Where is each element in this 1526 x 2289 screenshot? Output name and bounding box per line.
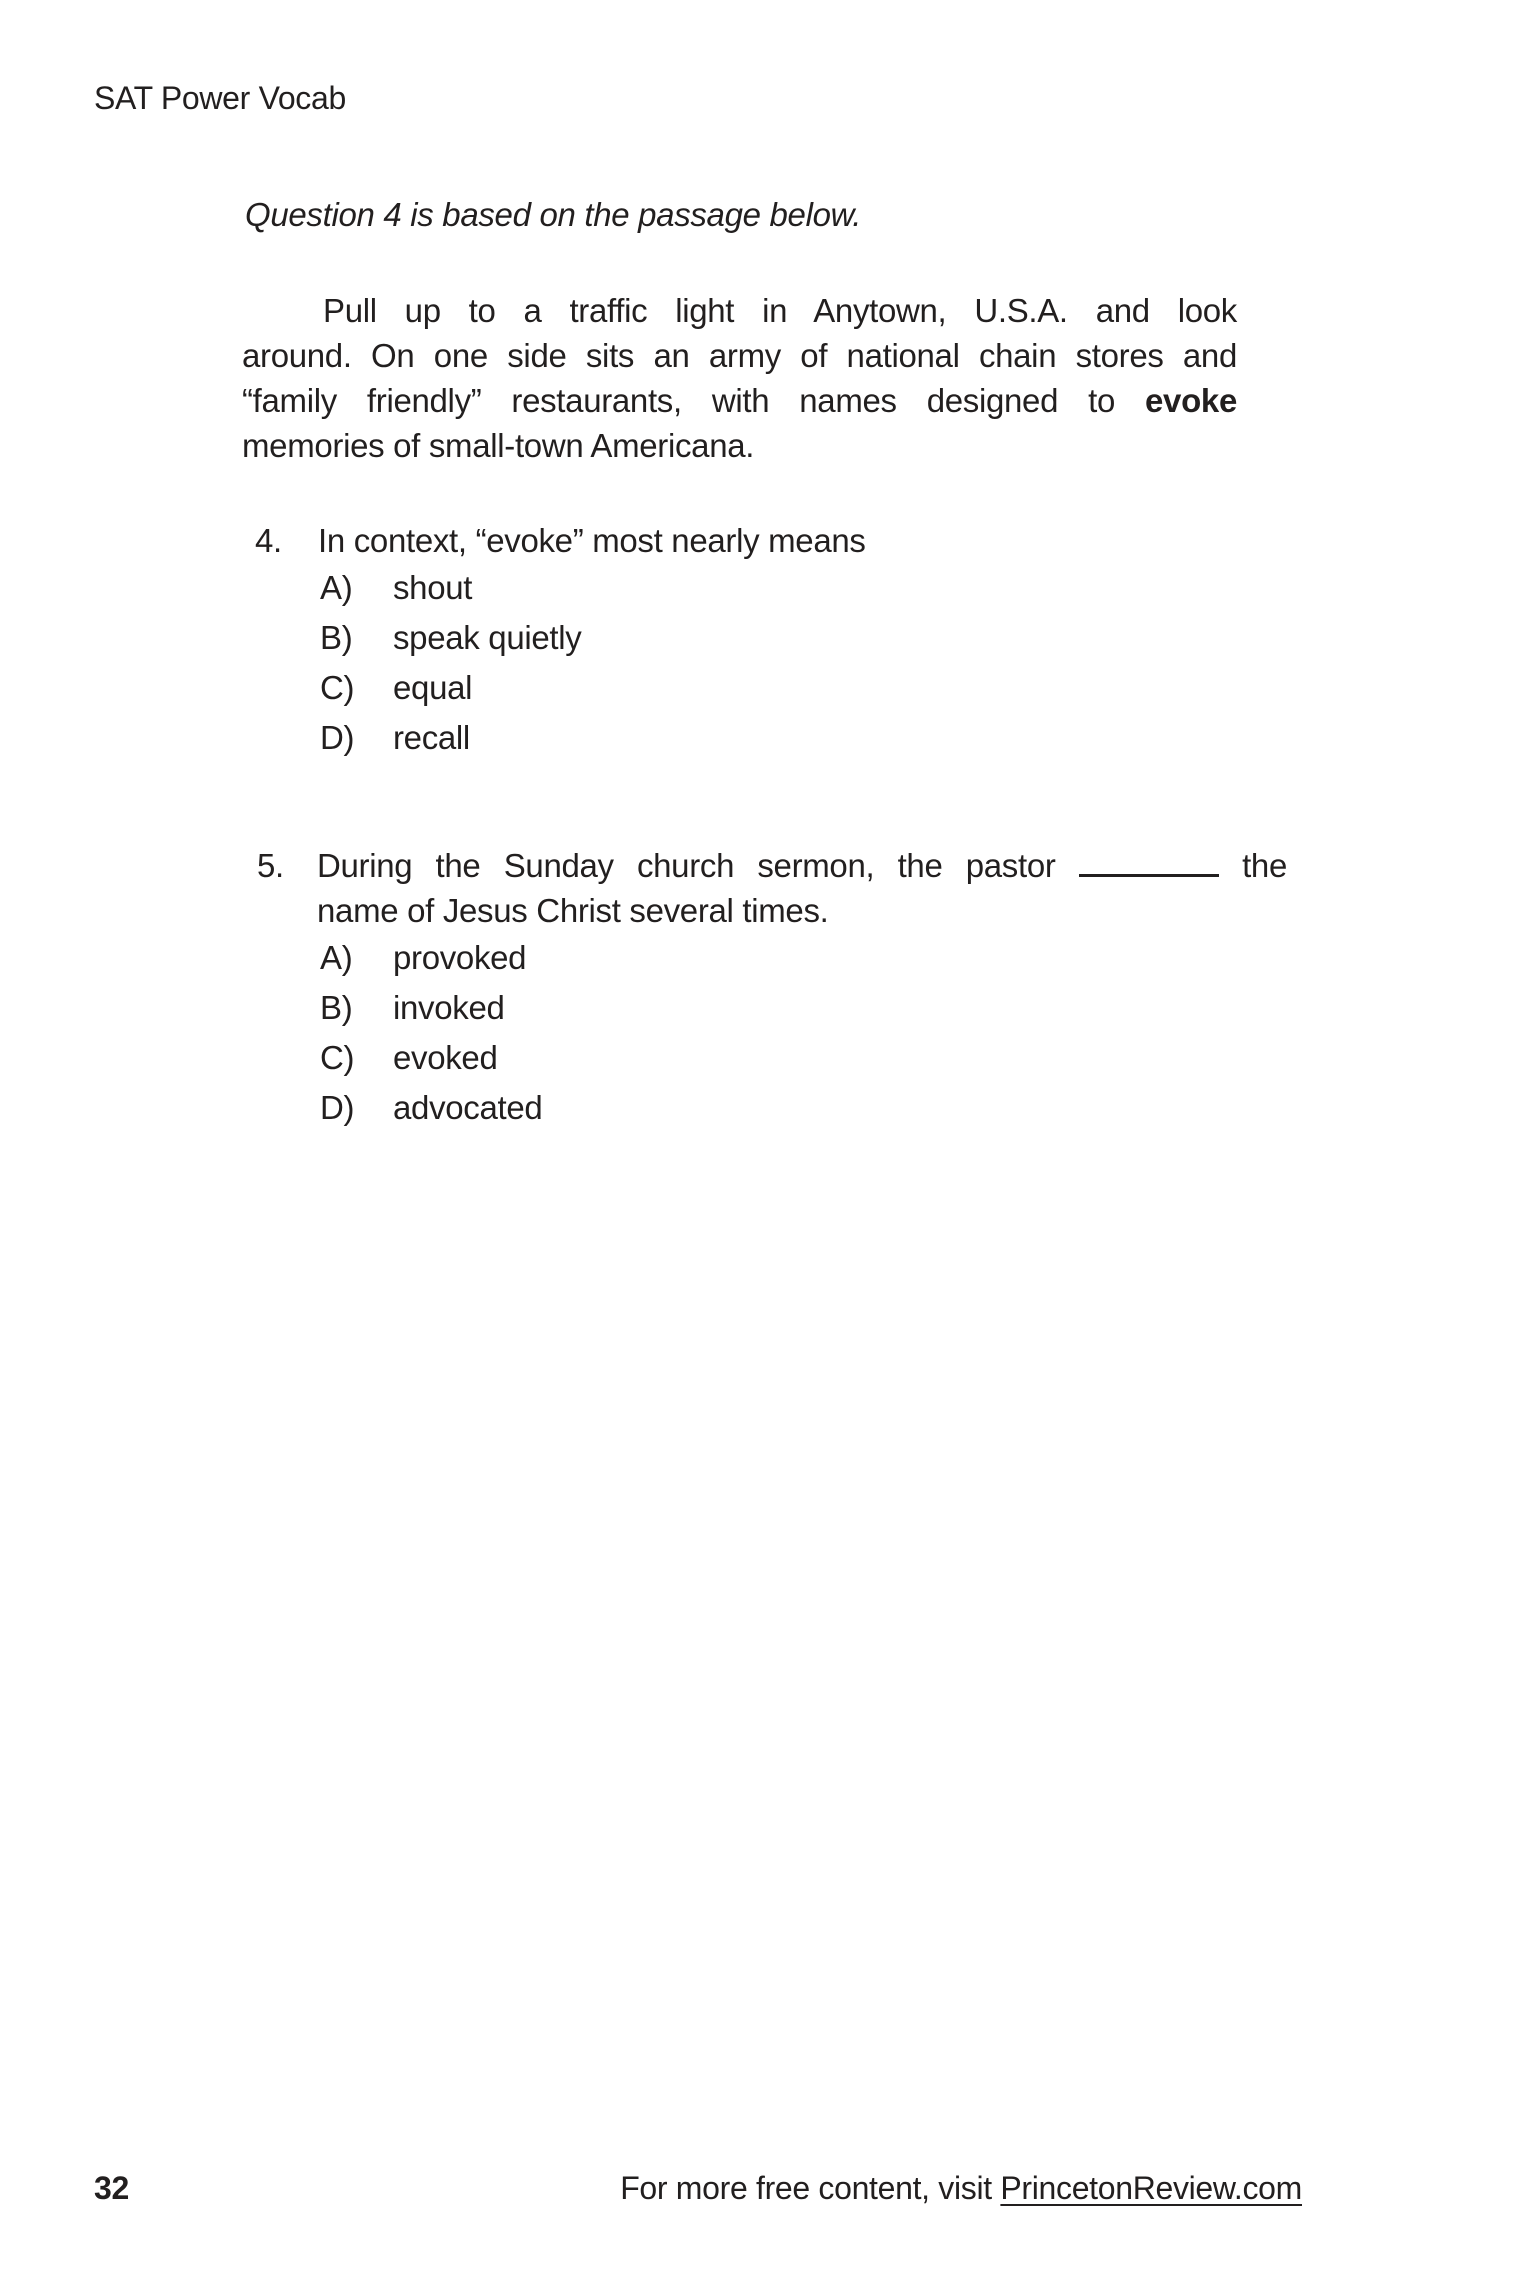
option-text: advocated — [393, 1089, 543, 1126]
question-4-option-c — [0, 663, 1526, 713]
running-head: SAT Power Vocab — [94, 80, 346, 116]
question-4-stem-row — [0, 518, 1526, 563]
passage-line-1: Pull up to a traffic light in Anytown, U.S.A. and look — [323, 292, 1237, 329]
question-4-option-d — [0, 713, 1526, 763]
question-4-number: 4. — [255, 522, 282, 559]
option-letter: A) — [320, 939, 353, 976]
question-5-stem-text: During the Sunday church sermon, the pastor — [317, 847, 1056, 884]
option-letter: D) — [320, 1089, 355, 1126]
option-text: shout — [393, 569, 473, 606]
question-4 — [0, 518, 1526, 763]
passage-line-2: around. On one side sits an army of national chain stores and — [242, 337, 1237, 374]
footer-note — [620, 2166, 1302, 2211]
passage-line-4: memories of small-town Americana. — [242, 427, 755, 464]
option-letter: C) — [320, 669, 355, 706]
option-text: invoked — [393, 989, 505, 1026]
page-number: 32 — [94, 2170, 129, 2206]
passage-bold-word: evoke — [1145, 382, 1237, 419]
question-5-option-b — [0, 983, 1526, 1033]
option-letter: A) — [320, 569, 353, 606]
passage-line-3 — [242, 378, 1237, 423]
question-5-stem-line-1 — [317, 843, 1287, 888]
question-5-option-d — [0, 1083, 1526, 1133]
passage-line-3-text: “family friendly” restaurants, with names designed to — [242, 382, 1115, 419]
option-letter: C) — [320, 1039, 355, 1076]
footer-link[interactable]: PrincetonReview.com — [1000, 2170, 1302, 2206]
question-5-stem-row-2 — [0, 888, 1526, 933]
fill-in-blank-line — [1079, 874, 1219, 877]
passage — [242, 288, 1237, 468]
footer-text: For more free content, visit — [620, 2170, 1001, 2206]
option-letter: B) — [320, 619, 353, 656]
option-text: speak quietly — [393, 619, 582, 656]
option-letter: B) — [320, 989, 353, 1026]
option-text: evoked — [393, 1039, 498, 1076]
option-letter: D) — [320, 719, 355, 756]
question-5-stem-row-1 — [0, 843, 1526, 888]
question-5-stem-text-after-blank: the — [1242, 847, 1287, 884]
question-5-number: 5. — [257, 847, 284, 884]
passage-intro: Question 4 is based on the passage below. — [245, 196, 862, 233]
question-5-option-a — [0, 933, 1526, 983]
question-4-stem: In context, “evoke” most nearly means — [318, 522, 866, 559]
option-text: recall — [393, 719, 470, 756]
question-5 — [0, 843, 1526, 1133]
question-5-stem-line-2: name of Jesus Christ several times. — [317, 892, 829, 929]
question-5-option-c — [0, 1033, 1526, 1083]
option-text: equal — [393, 669, 473, 706]
question-4-option-b — [0, 613, 1526, 663]
option-text: provoked — [393, 939, 527, 976]
question-4-option-a — [0, 563, 1526, 613]
